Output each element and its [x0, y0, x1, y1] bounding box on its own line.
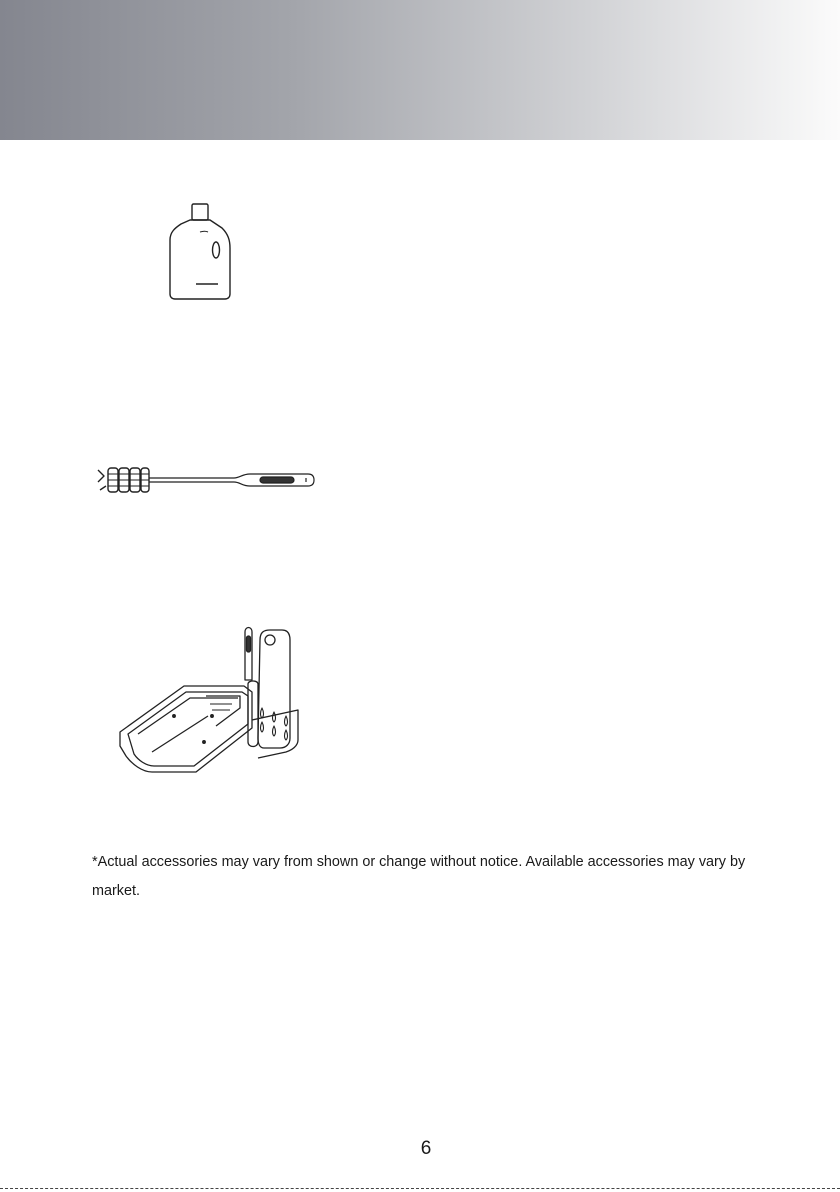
detergent-bottle-icon — [160, 198, 240, 302]
cleaning-tray-with-brush-holder-icon — [112, 620, 304, 780]
cleaning-brush-icon — [94, 462, 320, 498]
page-number: 6 — [420, 1138, 432, 1159]
footer-divider — [0, 1188, 840, 1189]
accessories-disclaimer: *Actual accessories may vary from shown or change without notice. Available accessories may vary by market. — [92, 854, 746, 899]
header-band — [0, 0, 840, 140]
